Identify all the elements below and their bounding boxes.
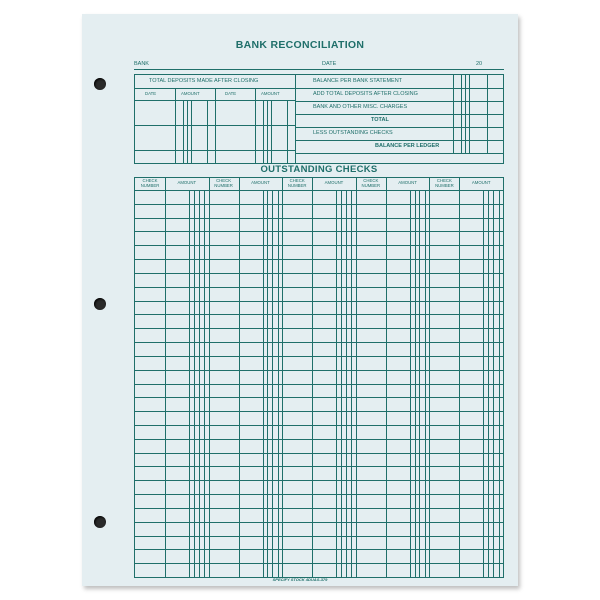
check-number-header: CHECK NUMBER [140, 178, 160, 188]
deposits-header: TOTAL DEPOSITS MADE AFTER CLOSING [149, 78, 259, 84]
check-row-line [135, 466, 503, 467]
check-row-line [135, 522, 503, 523]
amount-rule [287, 100, 288, 163]
amount-rule [341, 190, 342, 577]
check-row-line [135, 384, 503, 385]
col-divider [215, 88, 216, 163]
row-divider [295, 140, 503, 141]
col-divider [239, 178, 240, 577]
reconciliation-table [134, 74, 504, 164]
line-balance-per-bank: BALANCE PER BANK STATEMENT [313, 78, 403, 84]
line-add-deposits: ADD TOTAL DEPOSITS AFTER CLOSING [313, 91, 418, 97]
row-divider [295, 114, 503, 115]
group-divider [356, 178, 357, 577]
amount-rule [493, 190, 494, 577]
outstanding-checks-grid [134, 177, 504, 578]
amount-rule [410, 190, 411, 577]
amount-rule [267, 190, 268, 577]
check-row-line [135, 314, 503, 315]
check-row-line [135, 439, 503, 440]
check-row-line [135, 273, 503, 274]
line-total: TOTAL [371, 117, 389, 123]
amount-rule [487, 75, 488, 153]
col-divider [175, 88, 176, 163]
col-divider [386, 178, 387, 577]
check-row-line [135, 328, 503, 329]
amount-rule [263, 190, 264, 577]
group-divider [209, 178, 210, 577]
check-number-header: CHECK NUMBER [214, 178, 233, 188]
amount-header: AMOUNT [251, 180, 270, 185]
deposit-col-amount: AMOUNT [181, 91, 200, 96]
check-row-line [135, 204, 503, 205]
check-row-line [135, 356, 503, 357]
amount-rule [271, 100, 272, 163]
check-row-line [135, 301, 503, 302]
check-row-line [135, 508, 503, 509]
bank-date-line [134, 69, 504, 70]
ledger-sheet [82, 14, 518, 586]
col-divider [255, 88, 256, 163]
check-row-line [135, 245, 503, 246]
check-row-line [135, 259, 503, 260]
check-row-line [135, 287, 503, 288]
check-row-line [135, 231, 503, 232]
check-row-line [135, 370, 503, 371]
check-number-header: CHECK NUMBER [435, 178, 454, 188]
deposit-col-amount: AMOUNT [261, 91, 280, 96]
year-prefix: 20 [476, 61, 483, 67]
col-divider [165, 178, 166, 577]
header-divider [135, 190, 503, 191]
row-divider [295, 127, 503, 128]
amount-rule [191, 100, 192, 163]
check-row-line [135, 411, 503, 412]
check-row-line [135, 480, 503, 481]
amount-rule [453, 75, 454, 153]
check-row-line [135, 453, 503, 454]
amount-rule [469, 75, 470, 153]
amount-rule [483, 190, 484, 577]
check-row-line [135, 563, 503, 564]
amount-rule [263, 100, 264, 163]
amount-rule [272, 190, 273, 577]
amount-rule [194, 190, 195, 577]
amount-rule [461, 75, 462, 153]
stock-number: SPECIFY STOCK 4DUAS-379 [272, 577, 328, 582]
amount-rule [267, 100, 268, 163]
bank-label: BANK [134, 61, 149, 67]
deposit-col-date: DATE [145, 91, 157, 96]
amount-rule [415, 190, 416, 577]
row-divider [295, 101, 503, 102]
line-misc-charges: BANK AND OTHER MISC. CHARGES [313, 104, 408, 110]
check-row-line [135, 536, 503, 537]
line-balance-per-ledger: BALANCE PER LEDGER [375, 143, 440, 149]
deposit-col-date: DATE [225, 91, 237, 96]
amount-rule [419, 190, 420, 577]
col-divider [312, 178, 313, 577]
amount-rule [204, 190, 205, 577]
row-divider [295, 153, 503, 154]
outstanding-checks-title: OUTSTANDING CHECKS [260, 164, 378, 175]
amount-header: AMOUNT [177, 180, 197, 185]
amount-rule [346, 190, 347, 577]
amount-rule [499, 190, 500, 577]
amount-rule [187, 100, 188, 163]
amount-rule [488, 190, 489, 577]
amount-rule [351, 190, 352, 577]
amount-rule [336, 190, 337, 577]
amount-rule [278, 190, 279, 577]
check-number-header: CHECK NUMBER [361, 178, 381, 188]
group-divider [429, 178, 430, 577]
amount-rule [183, 100, 184, 163]
check-row-line [135, 425, 503, 426]
date-label: DATE [322, 61, 337, 67]
form-title: BANK RECONCILIATION [235, 39, 365, 51]
amount-header: AMOUNT [324, 180, 344, 185]
binder-hole [94, 516, 106, 528]
group-divider [282, 178, 283, 577]
amount-rule [199, 190, 200, 577]
amount-rule [207, 100, 208, 163]
row-divider [295, 88, 503, 89]
check-number-header: CHECK NUMBER [287, 178, 307, 188]
amount-rule [425, 190, 426, 577]
binder-hole [94, 298, 106, 310]
check-row-line [135, 342, 503, 343]
amount-rule [189, 190, 190, 577]
check-row-line [135, 218, 503, 219]
col-divider [459, 178, 460, 577]
amount-header: AMOUNT [471, 180, 491, 185]
line-less-outstanding: LESS OUTSTANDING CHECKS [313, 130, 393, 136]
check-row-line [135, 549, 503, 550]
binder-hole [94, 78, 106, 90]
check-row-line [135, 397, 503, 398]
check-row-line [135, 494, 503, 495]
amount-header: AMOUNT [398, 180, 417, 185]
amount-rule [465, 75, 466, 153]
